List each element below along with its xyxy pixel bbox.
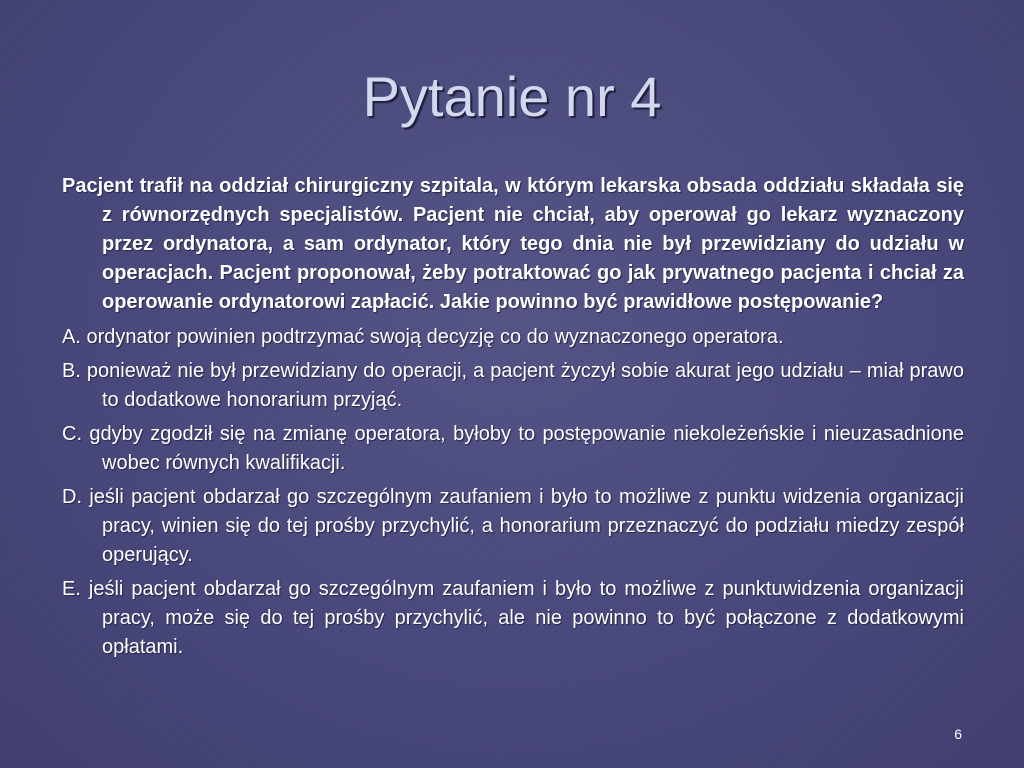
question-text: Pacjent trafił na oddział chirurgiczny szpitala, w którym lekarska obsada oddziału składała się z równorzędnych specjalistów. Pacjent nie chciał, aby operował go lekarz wyznaczony przez ordynatora, a sam ordynator, który tego dnia nie był przewidziany do udziału w operacjach. Pacjent proponował, żeby potraktować go jak prywatnego pacjenta i chciał za operowanie ordynatorowi zapłacić. Jakie powinno być prawidłowe postępowanie?: [62, 175, 964, 313]
answer-a: A. ordynator powinien podtrzymać swoją decyzję co do wyznaczonego operatora.: [62, 326, 784, 348]
slide-title: Pytanie nr 4: [362, 65, 662, 128]
slide-number: 6: [954, 726, 962, 742]
answer-c: C. gdyby zgodził się na zmianę operatora, byłoby to postępowanie niekoleżeńskie i nieuzasadnione wobec równych kwalifikacji.: [62, 423, 964, 474]
answer-b: B. ponieważ nie był przewidziany do operacji, a pacjent życzył sobie akurat jego udziału – miał prawo to dodatkowe honorarium przyjąć.: [62, 360, 964, 411]
answer-e: E. jeśli pacjent obdarzał go szczególnym zaufaniem i było to możliwe z punktuwidzenia organizacji pracy, może się do tej prośby przychylić, ale nie powinno to być połączone z dodatkowymi opłatami.: [62, 578, 964, 658]
answer-d: D. jeśli pacjent obdarzał go szczególnym zaufaniem i było to możliwe z punktu widzenia organizacji pracy, winien się do tej prośby przychylić, a honorarium przeznaczyć do podziału miedzy zespół operujący.: [62, 486, 964, 566]
slide-content: [62, 172, 964, 667]
